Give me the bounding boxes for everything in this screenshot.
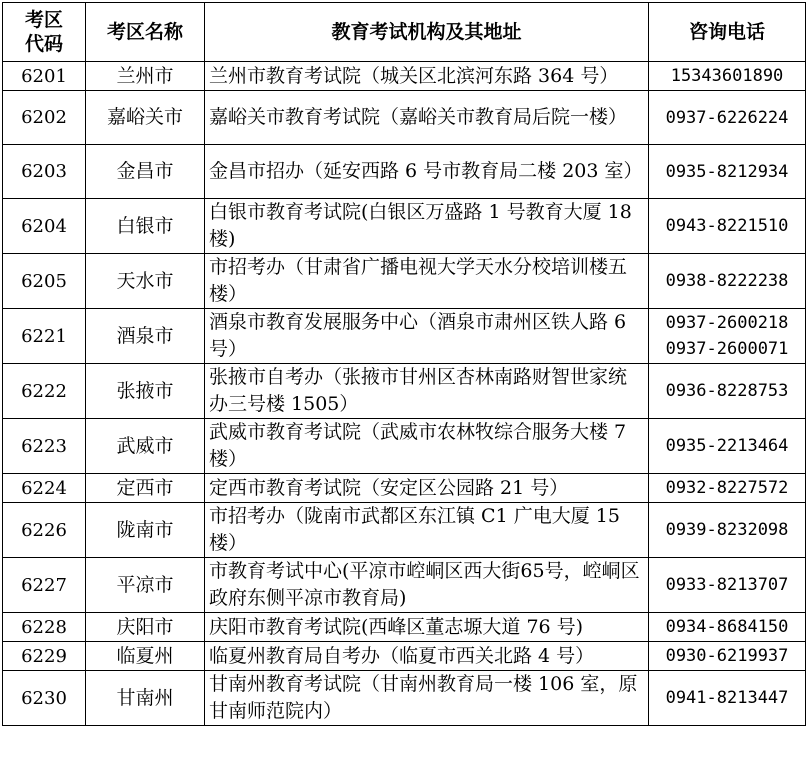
phone-line: 0936-8228753 (665, 381, 789, 401)
phone-number (649, 613, 806, 642)
institution-address: 庆阳市教育考试院(西峰区董志塬大道 76 号) (205, 613, 649, 642)
institution-address: 定西市教育考试院（安定区公园路 21 号） (205, 474, 649, 503)
institution-address: 嘉峪关市教育考试院（嘉峪关市教育局后院一楼） (205, 91, 649, 145)
phone-line: 0935-8212934 (665, 161, 789, 182)
exam-district-table (2, 2, 806, 726)
table-row (3, 145, 806, 199)
phone-number (649, 364, 806, 419)
phone-number (649, 474, 806, 503)
phone-line: 0937-2600218 (665, 313, 789, 333)
district-code: 6203 (3, 145, 86, 199)
header-name: 考区名称 (86, 3, 205, 62)
district-name: 甘南州 (86, 671, 205, 726)
table-row (3, 199, 806, 254)
phone-line: 0932-8227572 (665, 478, 789, 498)
district-name: 酒泉市 (86, 309, 205, 364)
phone-line: 0937-6226224 (665, 107, 789, 128)
phone-line: 0941-8213447 (665, 688, 789, 708)
phone-number (649, 642, 806, 671)
district-name: 临夏州 (86, 642, 205, 671)
table-row (3, 364, 806, 419)
institution-address: 市教育考试中心(平凉市崆峒区西大街65号，崆峒区政府东侧平凉市教育局) (205, 558, 649, 613)
table-row (3, 558, 806, 613)
phone-line: 0934-8684150 (665, 617, 789, 637)
phone-number (649, 671, 806, 726)
header-org: 教育考试机构及其地址 (205, 3, 649, 62)
phone-line: 0943-8221510 (665, 216, 789, 236)
header-code (3, 3, 86, 62)
institution-address: 临夏州教育局自考办（临夏市西关北路 4 号） (205, 642, 649, 671)
district-code: 6223 (3, 419, 86, 474)
phone-line: 0937-2600071 (665, 339, 789, 359)
institution-address: 酒泉市教育发展服务中心（酒泉市肃州区铁人路 6 号） (205, 309, 649, 364)
district-name: 庆阳市 (86, 613, 205, 642)
table-header-row (3, 3, 806, 62)
institution-address: 市招考办（甘肃省广播电视大学天水分校培训楼五楼） (205, 254, 649, 309)
district-code: 6228 (3, 613, 86, 642)
table-row (3, 613, 806, 642)
table-row (3, 474, 806, 503)
table-row (3, 309, 806, 364)
phone-line: 0930-6219937 (665, 646, 789, 666)
district-name: 平凉市 (86, 558, 205, 613)
district-code: 6221 (3, 309, 86, 364)
district-name: 金昌市 (86, 145, 205, 199)
phone-line: 0939-8232098 (665, 520, 789, 540)
phone-number (649, 91, 806, 145)
district-code: 6205 (3, 254, 86, 309)
phone-line: 15343601890 (670, 66, 784, 86)
district-code: 6229 (3, 642, 86, 671)
header-phone: 咨询电话 (649, 3, 806, 62)
phone-line: 0933-8213707 (665, 575, 789, 595)
district-name: 张掖市 (86, 364, 205, 419)
district-code: 6201 (3, 62, 86, 91)
institution-address: 兰州市教育考试院（城关区北滨河东路 364 号） (205, 62, 649, 91)
phone-line: 0935-2213464 (665, 436, 789, 456)
table-row (3, 671, 806, 726)
phone-number (649, 145, 806, 199)
district-code: 6227 (3, 558, 86, 613)
phone-number (649, 558, 806, 613)
institution-address: 武威市教育考试院（武威市农林牧综合服务大楼 7 楼） (205, 419, 649, 474)
district-code: 6226 (3, 503, 86, 558)
phone-number (649, 503, 806, 558)
institution-address: 市招考办（陇南市武都区东江镇 C1 广电大厦 15 楼） (205, 503, 649, 558)
table-row (3, 62, 806, 91)
district-name: 武威市 (86, 419, 205, 474)
phone-line: 0938-8222238 (665, 271, 789, 291)
table-row (3, 503, 806, 558)
phone-number (649, 419, 806, 474)
table-row (3, 254, 806, 309)
phone-number (649, 199, 806, 254)
institution-address: 金昌市招办（延安西路 6 号市教育局二楼 203 室） (205, 145, 649, 199)
header-code-label: 考区代码 (24, 9, 63, 55)
phone-number (649, 309, 806, 364)
district-code: 6222 (3, 364, 86, 419)
institution-address: 白银市教育考试院(白银区万盛路 1 号教育大厦 18 楼) (205, 199, 649, 254)
district-name: 陇南市 (86, 503, 205, 558)
district-name: 兰州市 (86, 62, 205, 91)
district-name: 嘉峪关市 (86, 91, 205, 145)
phone-number (649, 254, 806, 309)
district-name: 白银市 (86, 199, 205, 254)
district-code: 6204 (3, 199, 86, 254)
table-row (3, 642, 806, 671)
district-code: 6224 (3, 474, 86, 503)
phone-number (649, 62, 806, 91)
table-row (3, 419, 806, 474)
district-name: 定西市 (86, 474, 205, 503)
table-row (3, 91, 806, 145)
district-name: 天水市 (86, 254, 205, 309)
institution-address: 张掖市自考办（张掖市甘州区杏林南路财智世家统办三号楼 1505） (205, 364, 649, 419)
district-code: 6230 (3, 671, 86, 726)
institution-address: 甘南州教育考试院（甘南州教育局一楼 106 室，原甘南师范院内） (205, 671, 649, 726)
district-code: 6202 (3, 91, 86, 145)
